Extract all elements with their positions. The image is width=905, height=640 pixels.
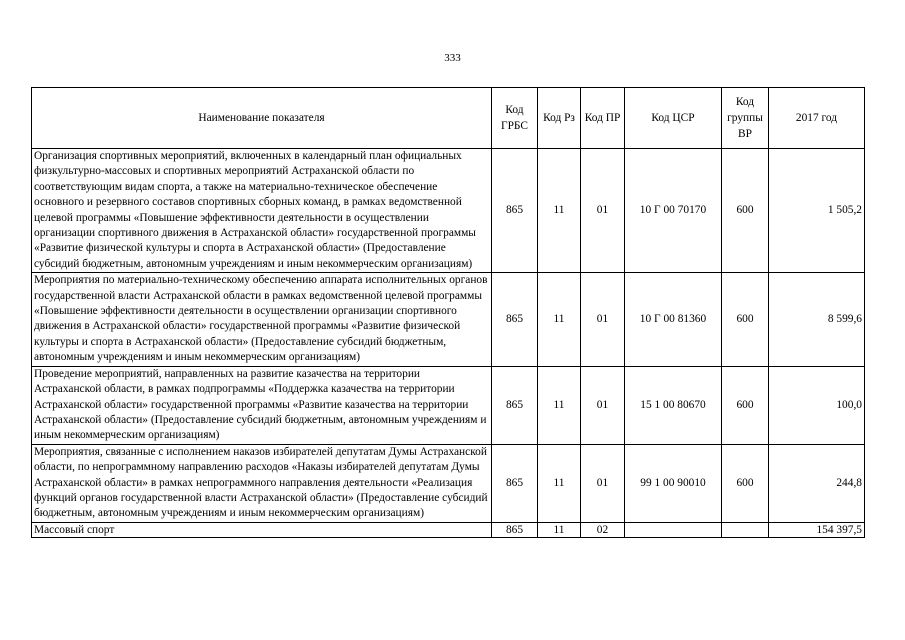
row-grbs: 865 — [492, 149, 538, 273]
page-number: 333 — [444, 52, 461, 64]
row-vr: 600 — [722, 444, 769, 522]
row-amount: 100,0 — [769, 366, 865, 444]
row-amount: 244,8 — [769, 444, 865, 522]
row-grbs: 865 — [492, 273, 538, 366]
row-rz: 11 — [538, 273, 581, 366]
row-pr: 01 — [581, 149, 625, 273]
header-vr: Код группы ВР — [722, 88, 769, 149]
row-pr: 02 — [581, 522, 625, 537]
row-csr: 99 1 00 90010 — [625, 444, 722, 522]
row-name: Мероприятия, связанные с исполнением наказов избирателей депутатам Думы Астраханской области, по непрограммному направлению расходов «Наказы избирателей депутатам Думы Астраханской области» в рамках непрограммного направления деятельности «Реализация функций органов государственной власти Астраханской области» (Предоставление субсидий бюджетным, автономным учреждениям и иным некоммерческим организациям) — [32, 444, 492, 522]
row-name: Проведение мероприятий, направленных на развитие казачества на территории Астраханской области, в рамках подпрограммы «Поддержка казачества на территории Астраханской области» государственной программы «Развитие казачества на территории Астраханской области» (Предоставление субсидий бюджетным, автономным учреждениям и иным некоммерческим организациям) — [32, 366, 492, 444]
row-csr — [625, 522, 722, 537]
table-header-row — [32, 88, 865, 149]
row-amount: 1 505,2 — [769, 149, 865, 273]
row-grbs: 865 — [492, 444, 538, 522]
row-rz: 11 — [538, 366, 581, 444]
row-rz: 11 — [538, 149, 581, 273]
row-grbs: 865 — [492, 522, 538, 537]
row-csr: 10 Г 00 70170 — [625, 149, 722, 273]
row-pr: 01 — [581, 444, 625, 522]
row-amount: 8 599,6 — [769, 273, 865, 366]
table-row — [32, 522, 865, 537]
row-vr: 600 — [722, 273, 769, 366]
row-amount: 154 397,5 — [769, 522, 865, 537]
header-pr: Код ПР — [581, 88, 625, 149]
row-grbs: 865 — [492, 366, 538, 444]
header-year: 2017 год — [769, 88, 865, 149]
table-row — [32, 444, 865, 522]
row-name: Мероприятия по материально-техническому обеспечению аппарата исполнительных органов государственной власти Астраханской области в рамках ведомственной целевой программы «Повышение эффективности деятельности в осуществлении организации спортивного движения в Астраханской области» государственной программы «Развитие физической культуры и спорта в Астраханской области» (Предоставление субсидий бюджетным, автономным учреждениям и иным некоммерческим организациям) — [32, 273, 492, 366]
header-rz: Код Рз — [538, 88, 581, 149]
table-row — [32, 273, 865, 366]
row-csr: 10 Г 00 81360 — [625, 273, 722, 366]
row-name: Массовый спорт — [32, 522, 492, 537]
header-csr: Код ЦСР — [625, 88, 722, 149]
table-row — [32, 366, 865, 444]
table-row — [32, 149, 865, 273]
row-name: Организация спортивных мероприятий, включенных в календарный план официальных физкультурно-массовых и спортивных мероприятий Астраханской области по соответствующим видам спорта, а также на материально-техническое обеспечение основного и резервного составов спортивных сборных команд, в рамках ведомственной целевой программы «Повышение эффективности деятельности в осуществлении организации спортивного движения в Астраханской области» государственной программы «Развитие физической культуры и спорта в Астраханской области» (Предоставление субсидий бюджетным, автономным учреждениям и иным некоммерческим организациям) — [32, 149, 492, 273]
budget-table — [31, 87, 865, 538]
row-pr: 01 — [581, 273, 625, 366]
row-csr: 15 1 00 80670 — [625, 366, 722, 444]
row-rz: 11 — [538, 522, 581, 537]
row-vr — [722, 522, 769, 537]
row-pr: 01 — [581, 366, 625, 444]
header-grbs: Код ГРБС — [492, 88, 538, 149]
row-rz: 11 — [538, 444, 581, 522]
row-vr: 600 — [722, 366, 769, 444]
header-name: Наименование показателя — [32, 88, 492, 149]
row-vr: 600 — [722, 149, 769, 273]
